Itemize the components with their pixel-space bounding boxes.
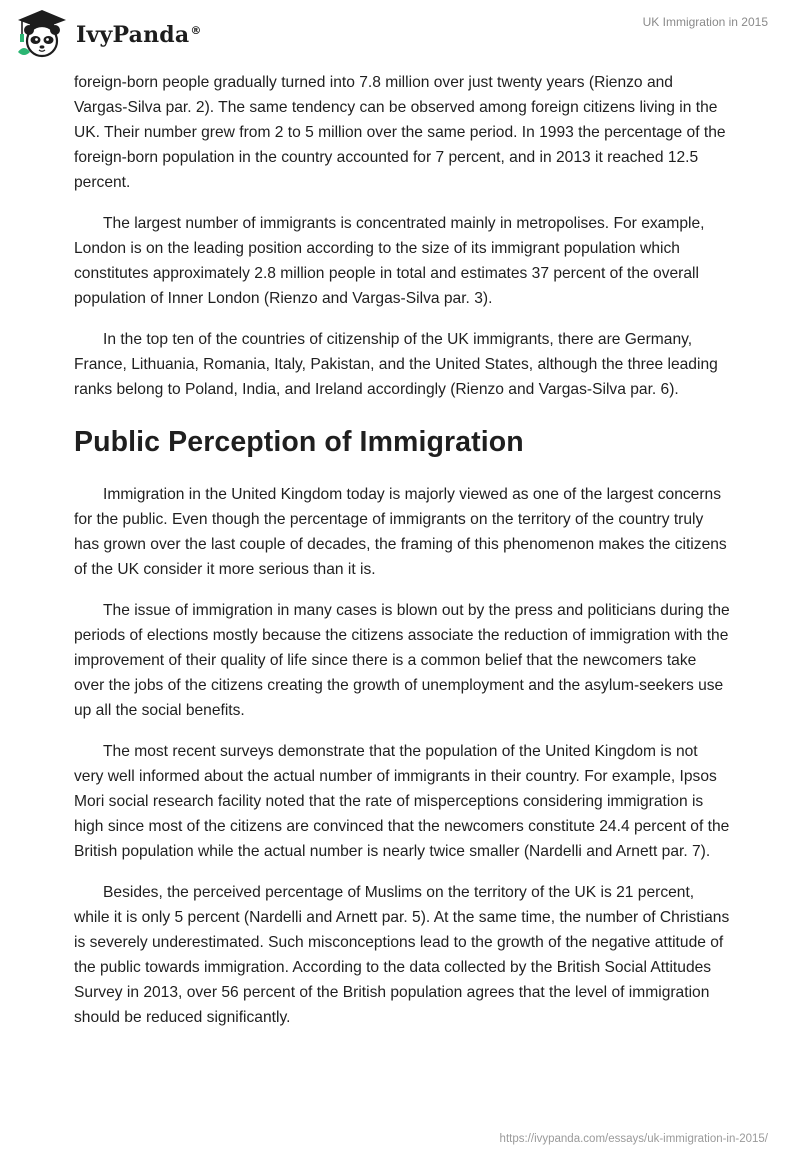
paragraph: The largest number of immigrants is concentrated mainly in metropolises. For example, London is on the leading position according to the size of its immigrant population which constitutes approximately 2.8 million people in total and estimates 37 percent of the overall population of Inner London (Rienzo and Vargas-Silva par. 3). (74, 215, 705, 307)
source-url[interactable]: https://ivypanda.com/essays/uk-immigration-in-2015/ (499, 1133, 768, 1145)
paragraph: The issue of immigration in many cases is blown out by the press and politicians during the periods of elections mostly because the citizens associate the reduction of immigration with the improvement of their quality of life since there is a common belief that the newcomers take over the jobs of the citizens creating the growth of unemployment and the asylum-seekers use up all the social benefits. (74, 602, 730, 719)
paragraph: Besides, the perceived percentage of Muslims on the territory of the UK is 21 percent, while it is only 5 percent (Nardelli and Arnett par. 5). At the same time, the number of Christians is severely underestimated. Such misconceptions lead to the growth of the negative attitude of the public towards immigration. According to the data collected by the British Social Attitudes Survey in 2013, over 56 percent of the British population agrees that the level of immigration should be reduced significantly. (74, 884, 730, 1026)
paragraph: foreign-born people gradually turned into 7.8 million over just twenty years (Rienzo and Vargas-Silva par. 2). The same tendency can be observed among foreign citizens living in the UK. Their number grew from 2 to 5 million over the same period. In 1993 the percentage of the foreign-born population in the country accounted for 7 percent, and in 2013 it reached 12.5 percent. (74, 74, 726, 191)
logo-text: IvyPanda (76, 22, 190, 48)
ivypanda-logo[interactable] (14, 8, 202, 60)
registered-mark: ® (190, 23, 202, 37)
document-title: UK Immigration in 2015 (642, 15, 768, 29)
paragraph: Immigration in the United Kingdom today is majorly viewed as one of the largest concerns for the public. Even though the percentage of immigrants on the territory of the country truly has grown over the last couple of decades, the framing of this phenomenon makes the citizens of the UK consider it more serious than it is. (74, 486, 727, 578)
section-heading: Public Perception of Immigration (74, 426, 524, 458)
paragraph: In the top ten of the countries of citizenship of the UK immigrants, there are Germany, France, Lithuania, Romania, Italy, Pakistan, and the United States, although the three leading ranks belong to Poland, India, and Ireland accordingly (Rienzo and Vargas-Silva par. 6). (74, 331, 718, 398)
logo-wordmark (76, 22, 202, 48)
paragraph: The most recent surveys demonstrate that the population of the United Kingdom is not very well informed about the actual number of immigrants in their country. For example, Ipsos Mori social research facility noted that the rate of misperceptions considering immigration is high since most of the citizens are convinced that the newcomers constitute 24.4 percent of the British population while the actual number is nearly twice smaller (Nardelli and Arnett par. 7). (74, 743, 730, 860)
essay-content (74, 70, 730, 1046)
panda-graduate-icon (14, 8, 70, 60)
page-header (0, 0, 800, 70)
